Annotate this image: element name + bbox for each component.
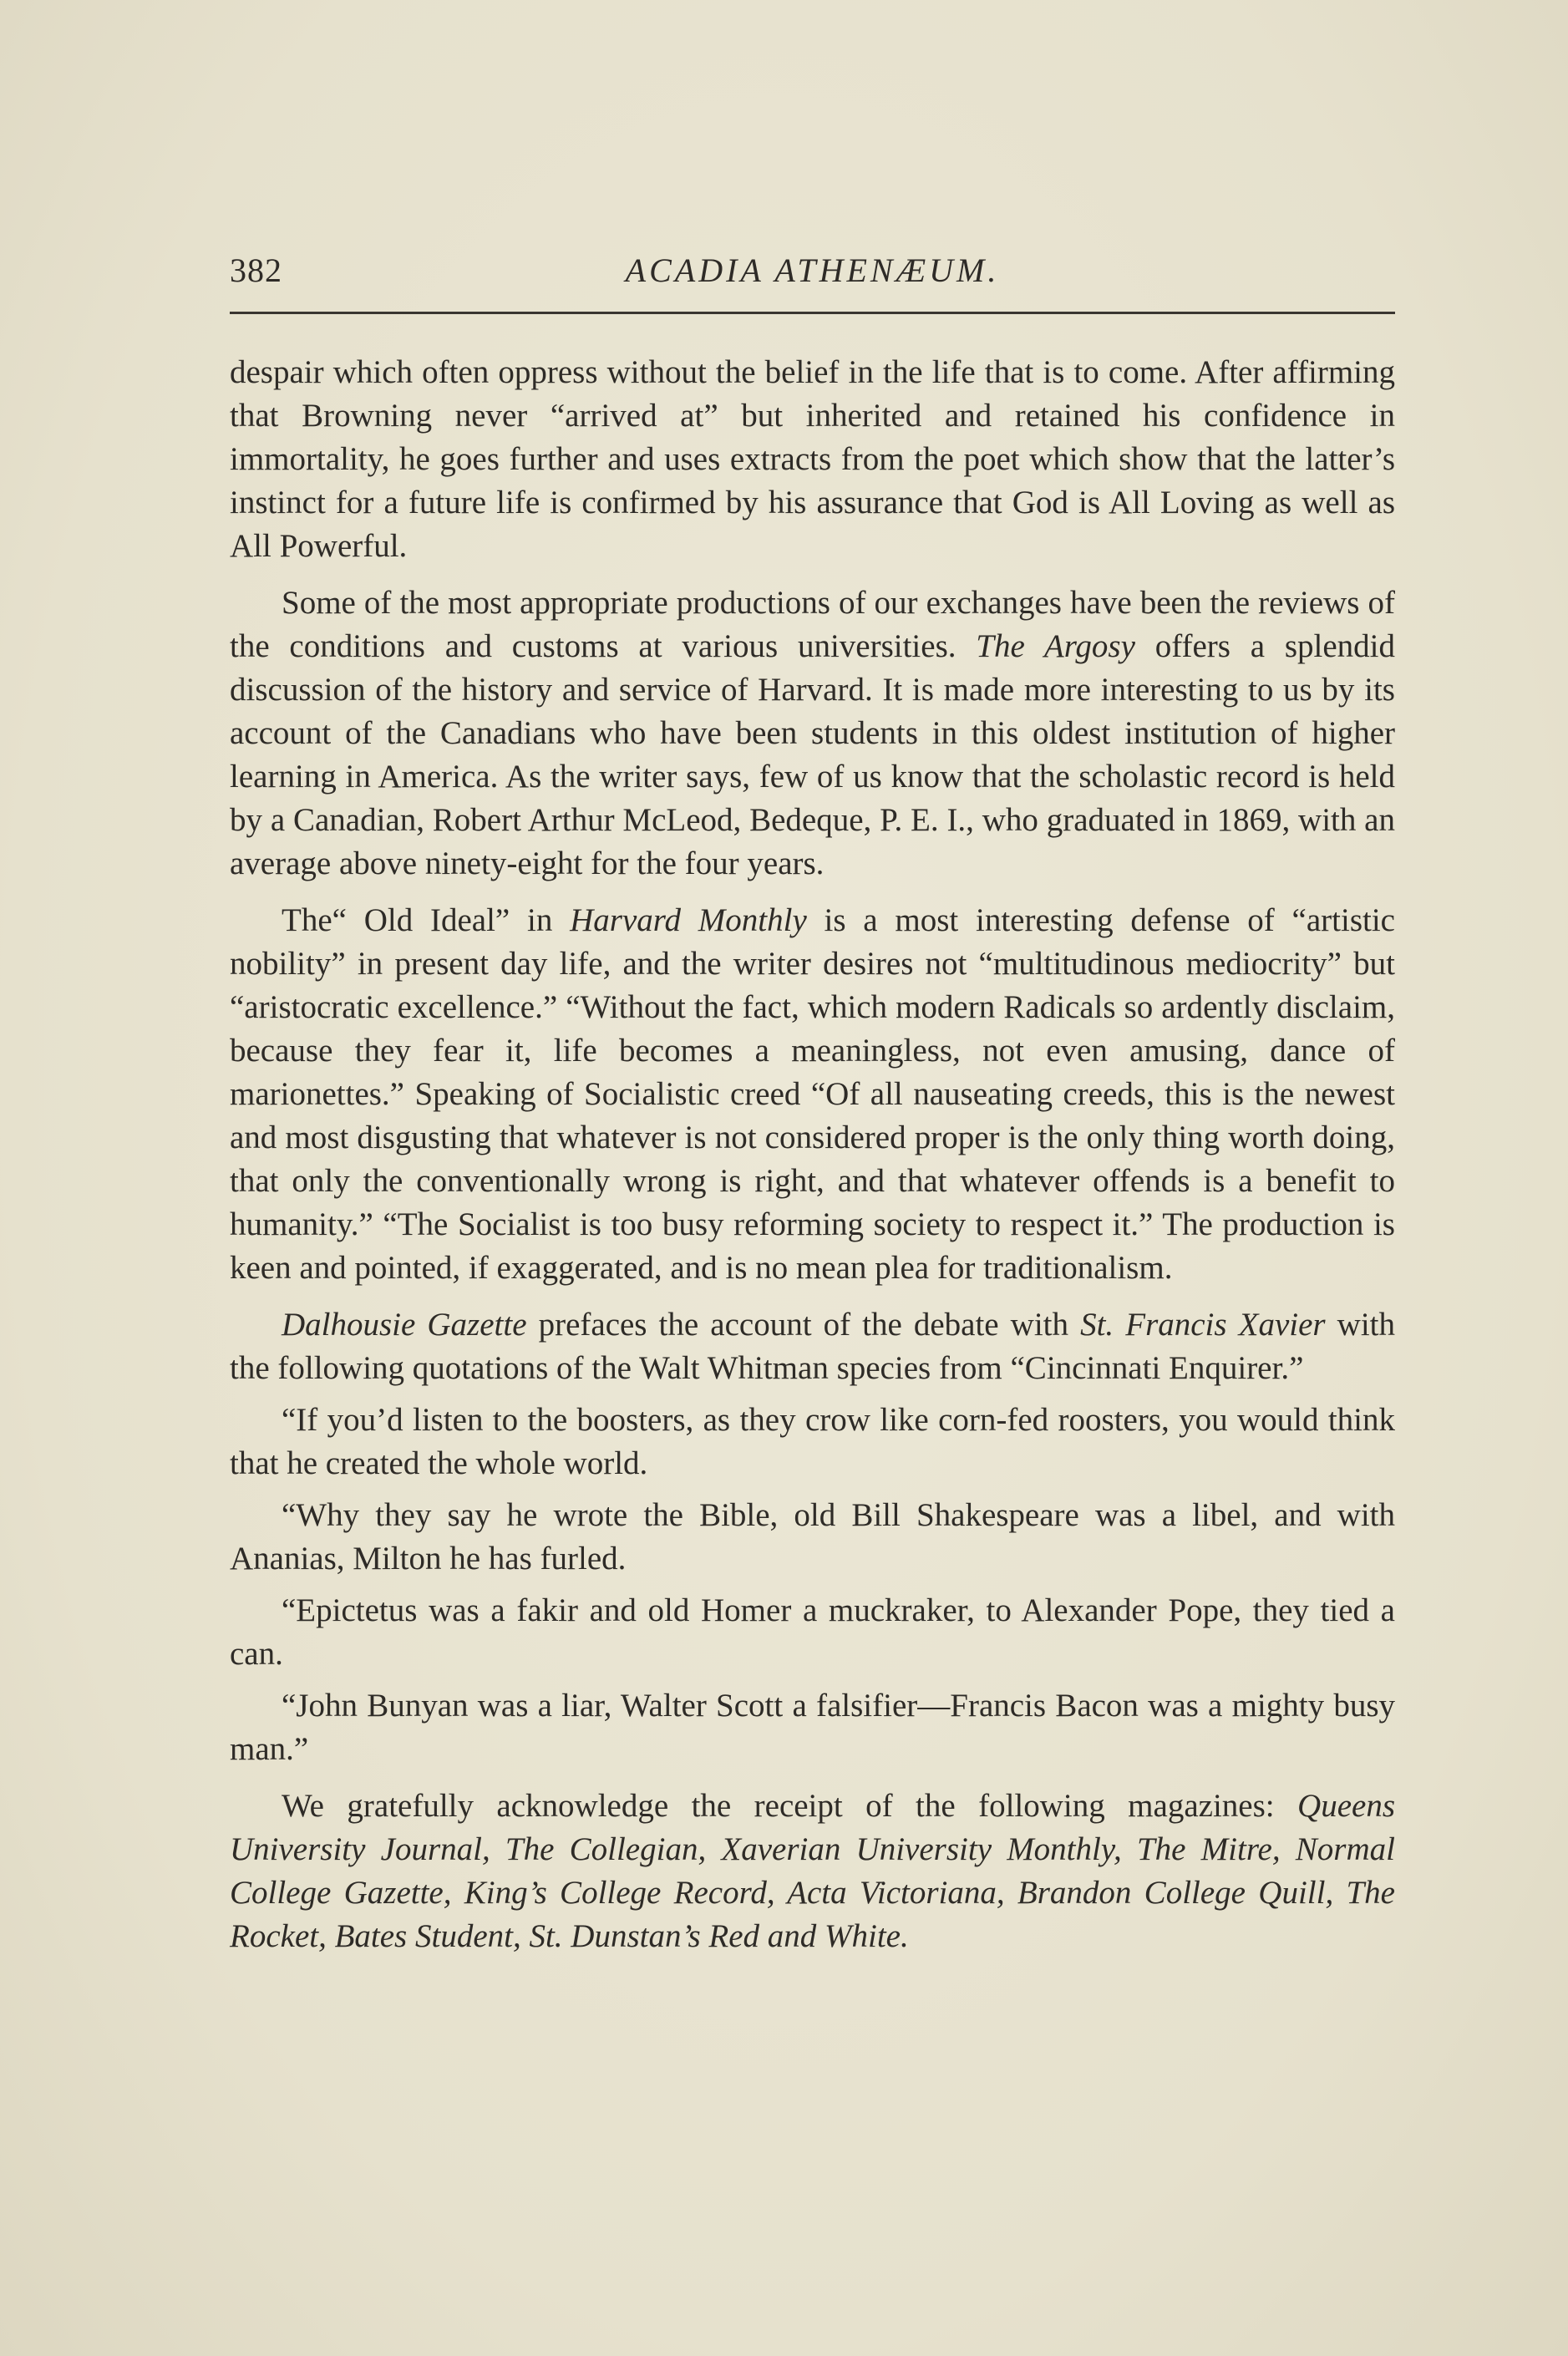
paragraph-argosy [230, 581, 1395, 886]
paragraph-dalhousie [230, 1303, 1395, 1390]
paragraph-text: Some of the most appropriate productions of our exchanges have been the reviews of the conditions and customs at various universities. [230, 585, 1395, 664]
publication-title: Dalhousie Gazette [282, 1307, 527, 1343]
paragraph-browning [230, 351, 1395, 568]
quote-stanza-2 [230, 1494, 1395, 1581]
paragraph-text: is a most interesting defense of “artistic nobility” in present day life, and the writer desires not “multitudinous mediocrity” but “aristocratic excellence.” “Without the fact, which modern Radicals so ardently disclaim, because they fear it, life becomes a meaningless, not even amusing, dance of marionettes.” Speaking of Socialistic creed “Of all nauseating creeds, this is the newest and most disgusting that whatever is not considered proper is the only thing worth doing, that only the conventionally wrong is right, and that whatever offends is a benefit to humanity.” “The Socialist is too busy reforming society to respect it.” The production is keen and pointed, if exaggerated, and is no mean plea for traditionalism. [230, 902, 1395, 1286]
quote-stanza-3 [230, 1589, 1395, 1676]
journal-title: ACADIA ATHENÆUM. [625, 251, 1000, 289]
paragraph-text: with the following quotations of the Walt Whitman species from “Cincinnati Enquirer.” [230, 1307, 1395, 1386]
quote-stanza-1 [230, 1399, 1395, 1485]
paragraph-harvard-monthly [230, 899, 1395, 1290]
magazine-list: Queens University Journal, The Collegian, Xaverian University Monthly, The Mitre, Normal College Gazette, King’s College Record, Acta Victoriana, Brandon College Quill, The Rocket, Bates Student, St. Dunstan’s Red and White. [230, 1788, 1395, 1954]
paragraph-text: offers a splendid discussion of the history and service of Harvard. It is made more interesting to us by its account of the Canadians who have been students in this oldest institution of higher learning in America. As the writer says, few of us know that the scholastic record is held by a Canadian, Robert Arthur McLeod, Bedeque, P. E. I., who graduated in 1869, with an average above ninety-eight for the four years. [230, 628, 1395, 881]
header-rule [230, 312, 1395, 314]
quote-text: “Why they say he wrote the Bible, old Bill Shakespeare was a libel, and with Ananias, Milton he has furled. [230, 1497, 1395, 1577]
paragraph-text: despair which often oppress without the belief in the life that is to come. After affirming that Browning never “arrived at” but inherited and retained his confidence in immortality, he goes further and uses extracts from the poet which show that the latter’s instinct for a future life is confirmed by his assurance that God is All Loving as well as All Powerful. [230, 354, 1395, 564]
running-header [230, 251, 1395, 301]
quote-text: “Epictetus was a fakir and old Homer a muckraker, to Alexander Pope, they tied a can. [230, 1592, 1395, 1672]
publication-title: St. Francis Xavier [1080, 1307, 1326, 1343]
paragraph-acknowledgements [230, 1785, 1395, 1958]
article-body [230, 351, 1395, 1958]
paragraph-text: The“ Old Ideal” in [282, 902, 571, 938]
publication-title: Harvard Monthly [570, 902, 807, 938]
paragraph-text: We gratefully acknowledge the receipt of the following magazines: [282, 1788, 1298, 1824]
quote-stanza-4 [230, 1684, 1395, 1771]
quote-text: “John Bunyan was a liar, Walter Scott a falsifier—Francis Bacon was a mighty busy man.” [230, 1688, 1395, 1767]
paragraph-text: prefaces the account of the debate with [526, 1307, 1081, 1343]
publication-title: The Argosy [976, 628, 1135, 664]
quote-text: “If you’d listen to the boosters, as they crow like corn-fed roosters, you would think that he created the whole world. [230, 1402, 1395, 1481]
page-number: 382 [230, 251, 282, 289]
